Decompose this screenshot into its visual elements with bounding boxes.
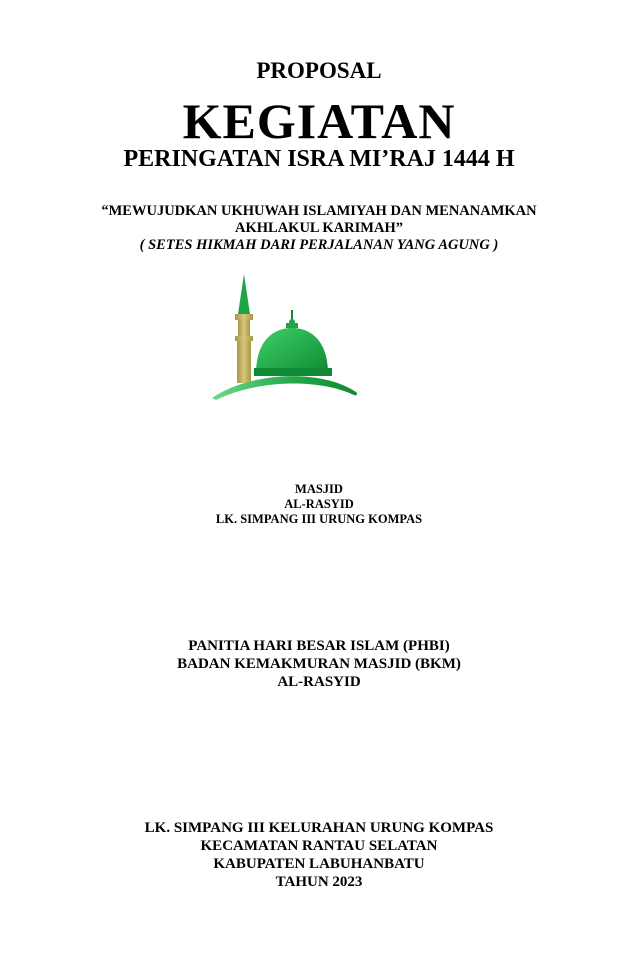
address-line-2: KECAMATAN RANTAU SELATAN [200, 838, 438, 854]
mosque-location: LK. SIMPANG III URUNG KOMPAS [215, 512, 423, 526]
minaret-shaft [237, 341, 251, 383]
organizer-line-1: PANITIA HARI BESAR ISLAM (PHBI) [188, 638, 450, 654]
theme-line-1: “MEWUJUDKAN UKHUWAH ISLAMIYAH DAN MENANAMKAN [101, 203, 537, 219]
theme-line-2: AKHLAKUL KARIMAH” [235, 220, 403, 236]
event-title: PERINGATAN ISRA MI’RAJ 1444 H [123, 146, 515, 172]
mosque-label: MASJID [295, 482, 343, 496]
address-year: TAHUN 2023 [275, 874, 363, 890]
mosque-dome [256, 328, 328, 374]
minaret-spire [238, 274, 250, 314]
organizer-line-3: AL-RASYID [277, 674, 361, 690]
theme-subtitle: ( SETES HIKMAH DARI PERJALANAN YANG AGUNG ) [139, 237, 499, 253]
page-title: KEGIATAN [182, 93, 456, 149]
organizer-line-2: BADAN KEMAKMURAN MASJID (BKM) [177, 656, 461, 672]
mosque-dome-minaret-icon [200, 268, 370, 403]
address-line-3: KABUPATEN LABUHANBATU [213, 856, 425, 872]
address-line-1: LK. SIMPANG III KELURAHAN URUNG KOMPAS [144, 820, 494, 836]
sweep-arc [212, 376, 357, 400]
mosque-name: AL-RASYID [284, 497, 354, 511]
proposal-label: PROPOSAL [256, 58, 382, 83]
minaret-gallery [235, 314, 253, 320]
